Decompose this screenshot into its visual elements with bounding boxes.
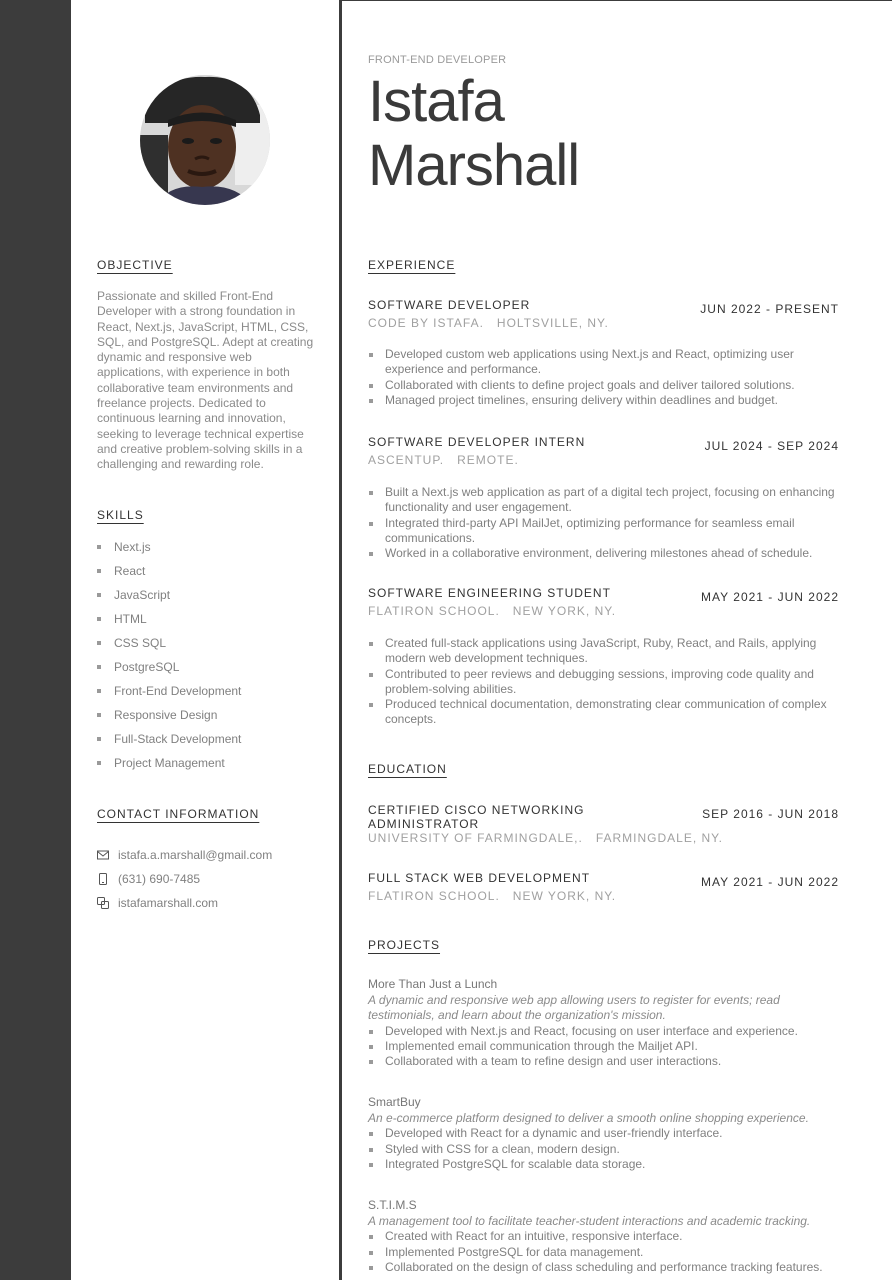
project-name: SmartBuy — [368, 1095, 421, 1109]
contact-section — [97, 807, 319, 915]
link-icon — [97, 897, 109, 909]
job-dates: JUL 2024 - SEP 2024 — [704, 439, 839, 453]
skill-item: Front-End Development — [97, 683, 319, 707]
role-title: FRONT-END DEVELOPER — [368, 54, 507, 66]
list-item: Worked in a collaborative environment, delivering milestones ahead of schedule. — [368, 546, 839, 561]
skill-item: Next.js — [97, 539, 319, 563]
job-bullets — [368, 636, 839, 728]
project-bullets — [368, 1229, 839, 1275]
job-title: SOFTWARE DEVELOPER — [368, 298, 531, 312]
list-item: Collaborated with a team to refine design and user interactions. — [368, 1054, 839, 1069]
profile-photo-icon — [140, 75, 270, 205]
list-item: Implemented PostgreSQL for data management. — [368, 1245, 839, 1260]
list-item: Produced technical documentation, demonstrating clear communication of complex concepts. — [368, 697, 839, 728]
job-entry — [368, 298, 839, 408]
education-title: CERTIFIED CISCO NETWORKING ADMINISTRATOR — [368, 803, 585, 831]
education-heading-wrap — [368, 762, 840, 776]
job-dates: JUN 2022 - PRESENT — [700, 302, 839, 316]
phone-text[interactable]: (631) 690-7485 — [118, 872, 201, 886]
list-item: Integrated third-party API MailJet, optimizing performance for seamless email communications. — [368, 516, 839, 547]
left-accent-bar — [0, 0, 71, 1280]
education-title: FULL STACK WEB DEVELOPMENT — [368, 871, 591, 885]
project-name: More Than Just a Lunch — [368, 977, 498, 991]
contact-website[interactable] — [97, 891, 319, 915]
project-name: S.T.I.M.S — [368, 1198, 417, 1212]
avatar — [140, 75, 270, 205]
envelope-icon — [97, 849, 109, 861]
header — [368, 54, 840, 198]
website-text[interactable]: istafamarshall.com — [118, 896, 219, 910]
skills-section — [97, 508, 319, 779]
projects-heading: PROJECTS — [368, 938, 441, 952]
list-item: Integrated PostgreSQL for scalable data storage. — [368, 1157, 839, 1172]
email-text[interactable]: istafa.a.marshall@gmail.com — [118, 848, 273, 862]
objective-section — [97, 258, 319, 473]
education-dates: MAY 2021 - JUN 2022 — [701, 875, 839, 889]
list-item: Collaborated on the design of class scheduling and performance tracking features. — [368, 1260, 839, 1275]
project-description: An e-commerce platform designed to deliver a smooth online shopping experience. — [368, 1111, 809, 1125]
education-heading: EDUCATION — [368, 762, 447, 776]
projects-heading-wrap — [368, 938, 840, 952]
list-item: Created full-stack applications using JavaScript, Ruby, React, and Rails, applying modern web development techniques. — [368, 636, 839, 667]
skill-item: React — [97, 563, 319, 587]
skills-list — [97, 539, 319, 779]
list-item: Implemented email communication through the Mailjet API. — [368, 1039, 839, 1054]
list-item: Styled with CSS for a clean, modern design. — [368, 1142, 839, 1157]
education-school: FLATIRON SCHOOL. NEW YORK, NY. — [368, 889, 617, 903]
job-company: FLATIRON SCHOOL. NEW YORK, NY. — [368, 604, 617, 618]
skill-item: JavaScript — [97, 587, 319, 611]
list-item: Developed with React for a dynamic and user-friendly interface. — [368, 1126, 839, 1141]
first-name: Istafa — [368, 69, 504, 134]
project-bullets — [368, 1024, 839, 1070]
project-entry — [368, 977, 839, 1069]
skills-heading: SKILLS — [97, 508, 144, 522]
project-entry — [368, 1198, 839, 1275]
list-item: Collaborated with clients to define project goals and deliver tailored solutions. — [368, 378, 839, 393]
skill-item: HTML — [97, 611, 319, 635]
contact-heading: CONTACT INFORMATION — [97, 807, 260, 821]
job-entry — [368, 435, 839, 561]
skill-item: CSS SQL — [97, 635, 319, 659]
contact-phone[interactable] — [97, 867, 319, 891]
skill-item: Responsive Design — [97, 707, 319, 731]
project-bullets — [368, 1126, 839, 1172]
job-dates: MAY 2021 - JUN 2022 — [701, 590, 839, 604]
skill-item: Project Management — [97, 755, 319, 779]
education-school: UNIVERSITY OF FARMINGDALE,. FARMINGDALE, NY. — [368, 831, 723, 845]
phone-icon — [97, 873, 109, 885]
list-item: Developed custom web applications using Next.js and React, optimizing user experience and performance. — [368, 347, 839, 378]
skill-item: PostgreSQL — [97, 659, 319, 683]
job-title: SOFTWARE ENGINEERING STUDENT — [368, 586, 611, 600]
project-description: A dynamic and responsive web app allowing users to register for events; read testimonials, and learn about the organization's mission. — [368, 993, 780, 1023]
education-entry — [368, 803, 839, 845]
list-item: Created with React for an intuitive, responsive interface. — [368, 1229, 839, 1244]
job-company: ASCENTUP. REMOTE. — [368, 453, 519, 467]
job-bullets — [368, 485, 839, 561]
job-title: SOFTWARE DEVELOPER INTERN — [368, 435, 586, 449]
job-bullets — [368, 347, 839, 408]
job-company: CODE BY ISTAFA. HOLTSVILLE, NY. — [368, 316, 609, 330]
education-entry — [368, 871, 839, 903]
objective-text: Passionate and skilled Front-End Developer with a strong foundation in React, Next.js, JavaScript, HTML, CSS, SQL, and PostgreSQL. Adept at creating dynamic and responsive web applications, with experience in both collaborative team environments and freelance projects. Dedicated to continuous learning and innovation, seeking to leverage technical expertise and creative problem-solving skills in a challenging and rewarding role. — [97, 289, 314, 472]
column-divider — [339, 0, 342, 1280]
list-item: Developed with Next.js and React, focusing on user interface and experience. — [368, 1024, 839, 1039]
project-entry — [368, 1095, 839, 1172]
top-border — [340, 0, 892, 1]
last-name: Marshall — [368, 133, 580, 198]
experience-heading-wrap — [368, 258, 840, 272]
contact-email[interactable] — [97, 843, 319, 867]
job-entry — [368, 586, 839, 728]
objective-heading: OBJECTIVE — [97, 258, 173, 272]
list-item: Built a Next.js web application as part of a digital tech project, focusing on enhancing functionality and user engagement. — [368, 485, 839, 516]
list-item: Contributed to peer reviews and debugging sessions, improving code quality and problem-solving abilities. — [368, 667, 839, 698]
experience-heading: EXPERIENCE — [368, 258, 456, 272]
list-item: Managed project timelines, ensuring delivery within deadlines and budget. — [368, 393, 839, 408]
project-description: A management tool to facilitate teacher-student interactions and academic tracking. — [368, 1214, 811, 1228]
education-dates: SEP 2016 - JUN 2018 — [702, 807, 839, 821]
skill-item: Full-Stack Development — [97, 731, 319, 755]
